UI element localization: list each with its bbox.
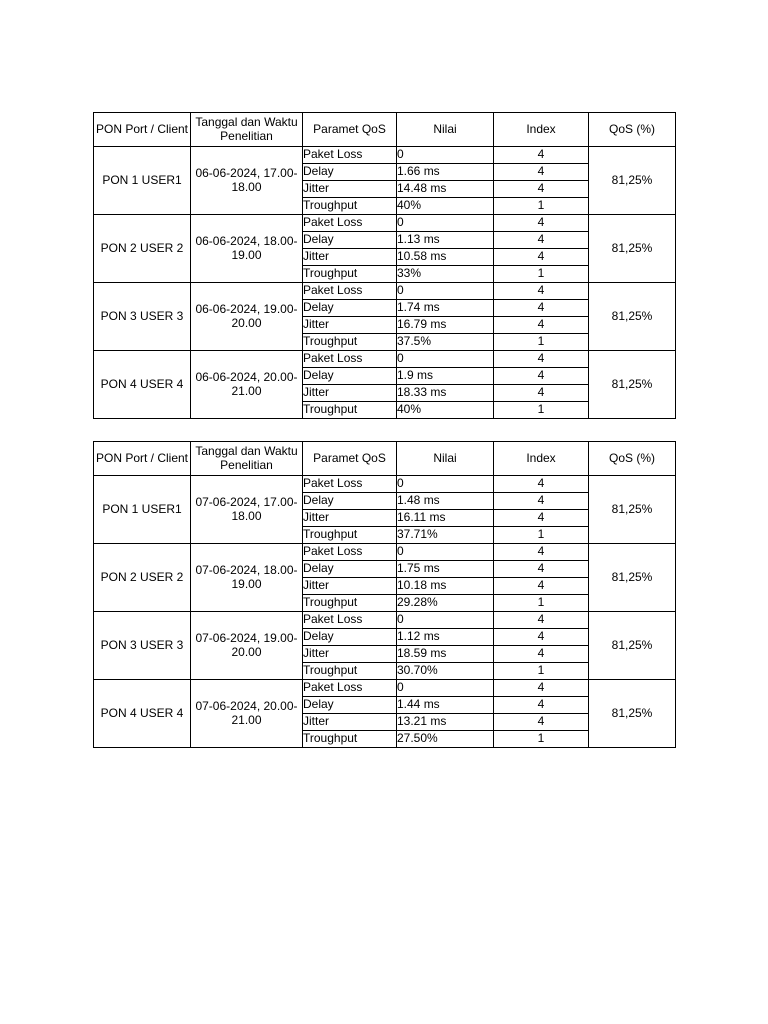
value-cell: 1.9 ms [397, 368, 494, 385]
param-cell: Delay [303, 232, 397, 249]
value-cell: 14.48 ms [397, 181, 494, 198]
param-cell: Paket Loss [303, 680, 397, 697]
value-cell: 0 [397, 680, 494, 697]
index-cell: 1 [494, 266, 589, 283]
value-cell: 1.48 ms [397, 493, 494, 510]
header-param: Paramet QoS [303, 113, 397, 147]
qos-table-day1 [93, 112, 676, 419]
value-cell: 37.71% [397, 527, 494, 544]
header-client: PON Port / Client [94, 113, 191, 147]
param-cell: Delay [303, 561, 397, 578]
index-cell: 4 [494, 283, 589, 300]
qos-cell: 81,25% [589, 612, 676, 680]
date-cell: 06-06-2024, 20.00-21.00 [191, 351, 303, 419]
qos-cell: 81,25% [589, 283, 676, 351]
index-cell: 4 [494, 368, 589, 385]
value-cell: 29.28% [397, 595, 494, 612]
index-cell: 4 [494, 629, 589, 646]
index-cell: 1 [494, 198, 589, 215]
param-cell: Paket Loss [303, 283, 397, 300]
table-row [94, 215, 676, 232]
index-cell: 4 [494, 493, 589, 510]
param-cell: Jitter [303, 317, 397, 334]
index-cell: 4 [494, 164, 589, 181]
index-cell: 1 [494, 402, 589, 419]
header-index: Index [494, 442, 589, 476]
table-row [94, 283, 676, 300]
date-cell: 07-06-2024, 19.00-20.00 [191, 612, 303, 680]
value-cell: 0 [397, 215, 494, 232]
header-date: Tanggal dan Waktu Penelitian [191, 442, 303, 476]
param-cell: Delay [303, 368, 397, 385]
value-cell: 27.50% [397, 731, 494, 748]
param-cell: Delay [303, 300, 397, 317]
table-row [94, 612, 676, 629]
index-cell: 4 [494, 232, 589, 249]
client-cell: PON 3 USER 3 [94, 283, 191, 351]
value-cell: 1.74 ms [397, 300, 494, 317]
param-cell: Paket Loss [303, 215, 397, 232]
client-cell: PON 4 USER 4 [94, 351, 191, 419]
index-cell: 4 [494, 697, 589, 714]
value-cell: 13.21 ms [397, 714, 494, 731]
qos-cell: 81,25% [589, 680, 676, 748]
qos-cell: 81,25% [589, 215, 676, 283]
index-cell: 4 [494, 578, 589, 595]
header-client: PON Port / Client [94, 442, 191, 476]
table-row [94, 544, 676, 561]
header-index: Index [494, 113, 589, 147]
client-cell: PON 2 USER 2 [94, 544, 191, 612]
client-cell: PON 4 USER 4 [94, 680, 191, 748]
table-row [94, 147, 676, 164]
value-cell: 40% [397, 402, 494, 419]
param-cell: Paket Loss [303, 351, 397, 368]
param-cell: Paket Loss [303, 612, 397, 629]
index-cell: 4 [494, 385, 589, 402]
param-cell: Troughput [303, 266, 397, 283]
header-value: Nilai [397, 442, 494, 476]
value-cell: 0 [397, 351, 494, 368]
date-cell: 06-06-2024, 17.00-18.00 [191, 147, 303, 215]
client-cell: PON 1 USER1 [94, 476, 191, 544]
param-cell: Troughput [303, 731, 397, 748]
header-row [94, 113, 676, 147]
value-cell: 0 [397, 612, 494, 629]
index-cell: 4 [494, 544, 589, 561]
param-cell: Troughput [303, 595, 397, 612]
param-cell: Delay [303, 493, 397, 510]
table-row [94, 351, 676, 368]
param-cell: Jitter [303, 578, 397, 595]
date-cell: 06-06-2024, 19.00-20.00 [191, 283, 303, 351]
value-cell: 0 [397, 476, 494, 493]
value-cell: 10.58 ms [397, 249, 494, 266]
client-cell: PON 1 USER1 [94, 147, 191, 215]
param-cell: Troughput [303, 527, 397, 544]
table-body [94, 476, 676, 748]
param-cell: Jitter [303, 714, 397, 731]
index-cell: 1 [494, 527, 589, 544]
index-cell: 4 [494, 714, 589, 731]
header-param: Paramet QoS [303, 442, 397, 476]
value-cell: 1.66 ms [397, 164, 494, 181]
param-cell: Delay [303, 164, 397, 181]
qos-cell: 81,25% [589, 476, 676, 544]
index-cell: 1 [494, 731, 589, 748]
param-cell: Jitter [303, 385, 397, 402]
value-cell: 18.33 ms [397, 385, 494, 402]
index-cell: 4 [494, 351, 589, 368]
qos-cell: 81,25% [589, 544, 676, 612]
index-cell: 4 [494, 646, 589, 663]
param-cell: Delay [303, 697, 397, 714]
param-cell: Troughput [303, 198, 397, 215]
date-cell: 06-06-2024, 18.00-19.00 [191, 215, 303, 283]
value-cell: 0 [397, 283, 494, 300]
value-cell: 0 [397, 147, 494, 164]
table-header [94, 113, 676, 147]
table-row [94, 680, 676, 697]
param-cell: Jitter [303, 646, 397, 663]
param-cell: Delay [303, 629, 397, 646]
value-cell: 37.5% [397, 334, 494, 351]
date-cell: 07-06-2024, 18.00-19.00 [191, 544, 303, 612]
index-cell: 4 [494, 215, 589, 232]
value-cell: 16.11 ms [397, 510, 494, 527]
value-cell: 18.59 ms [397, 646, 494, 663]
param-cell: Jitter [303, 181, 397, 198]
param-cell: Troughput [303, 402, 397, 419]
value-cell: 30.70% [397, 663, 494, 680]
client-cell: PON 2 USER 2 [94, 215, 191, 283]
index-cell: 1 [494, 334, 589, 351]
value-cell: 1.44 ms [397, 697, 494, 714]
index-cell: 1 [494, 663, 589, 680]
qos-cell: 81,25% [589, 147, 676, 215]
index-cell: 1 [494, 595, 589, 612]
index-cell: 4 [494, 510, 589, 527]
index-cell: 4 [494, 680, 589, 697]
value-cell: 33% [397, 266, 494, 283]
index-cell: 4 [494, 181, 589, 198]
index-cell: 4 [494, 561, 589, 578]
value-cell: 16.79 ms [397, 317, 494, 334]
value-cell: 0 [397, 544, 494, 561]
value-cell: 40% [397, 198, 494, 215]
param-cell: Troughput [303, 334, 397, 351]
header-date: Tanggal dan Waktu Penelitian [191, 113, 303, 147]
index-cell: 4 [494, 300, 589, 317]
table-body [94, 147, 676, 419]
index-cell: 4 [494, 476, 589, 493]
header-row [94, 442, 676, 476]
value-cell: 1.12 ms [397, 629, 494, 646]
index-cell: 4 [494, 249, 589, 266]
param-cell: Jitter [303, 510, 397, 527]
value-cell: 1.13 ms [397, 232, 494, 249]
date-cell: 07-06-2024, 17.00-18.00 [191, 476, 303, 544]
table-row [94, 476, 676, 493]
header-qos: QoS (%) [589, 113, 676, 147]
header-qos: QoS (%) [589, 442, 676, 476]
value-cell: 10.18 ms [397, 578, 494, 595]
index-cell: 4 [494, 612, 589, 629]
param-cell: Jitter [303, 249, 397, 266]
qos-table-day2 [93, 441, 676, 748]
param-cell: Troughput [303, 663, 397, 680]
table-header [94, 442, 676, 476]
param-cell: Paket Loss [303, 544, 397, 561]
date-cell: 07-06-2024, 20.00-21.00 [191, 680, 303, 748]
index-cell: 4 [494, 147, 589, 164]
index-cell: 4 [494, 317, 589, 334]
param-cell: Paket Loss [303, 147, 397, 164]
client-cell: PON 3 USER 3 [94, 612, 191, 680]
param-cell: Paket Loss [303, 476, 397, 493]
qos-cell: 81,25% [589, 351, 676, 419]
value-cell: 1.75 ms [397, 561, 494, 578]
header-value: Nilai [397, 113, 494, 147]
